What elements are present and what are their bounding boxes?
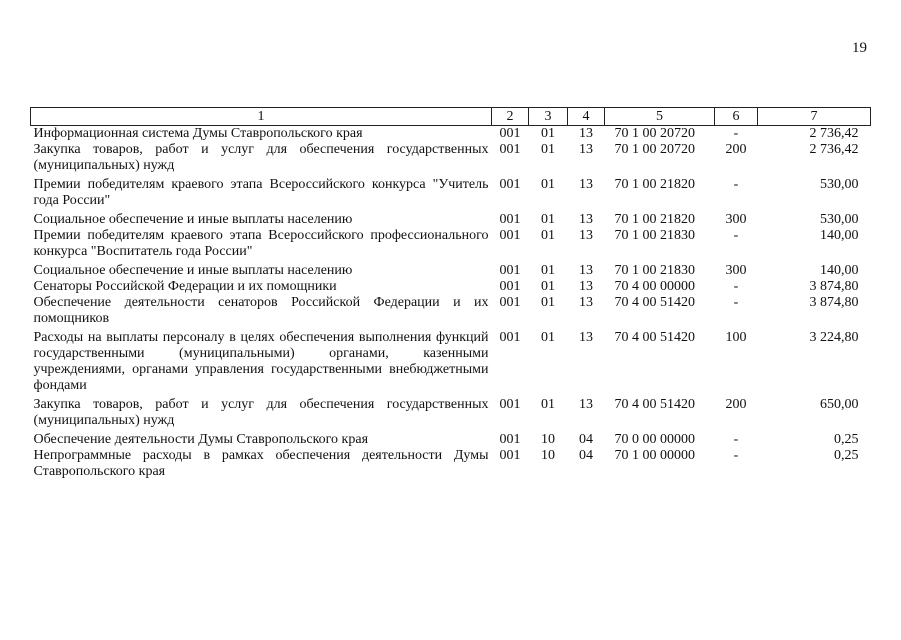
row-admin-code: 001 — [499, 448, 521, 463]
row-name: Расходы на выплаты персоналу в целях обеспечения выполнения функций государственными (муниципальными) органами, казенными учреждениями, органами управления государственными внебюджетными фондами — [33, 330, 489, 393]
header-col-7: 7 — [758, 108, 871, 126]
row-expense-type: - — [733, 228, 739, 243]
row-admin-code: 001 — [499, 279, 521, 294]
header-col-6: 6 — [715, 108, 758, 126]
row-target-article: 70 1 00 21830 — [614, 263, 695, 278]
row-admin-code: 001 — [499, 330, 521, 345]
row-expense-type: 200 — [725, 397, 747, 412]
header-col-1: 1 — [31, 108, 492, 126]
table-row — [31, 327, 871, 394]
row-name: Информационная система Думы Ставропольского края — [33, 126, 363, 141]
header-col-5: 5 — [605, 108, 715, 126]
row-subsection: 13 — [579, 279, 593, 294]
row-section: 01 — [541, 228, 555, 243]
header-col-3: 3 — [529, 108, 568, 126]
row-section: 10 — [541, 448, 555, 463]
row-admin-code: 001 — [499, 228, 521, 243]
row-name: Сенаторы Российской Федерации и их помощники — [33, 279, 337, 294]
row-amount: 140,00 — [820, 263, 859, 278]
row-section: 01 — [541, 263, 555, 278]
table-row — [31, 448, 871, 480]
table-row — [31, 142, 871, 174]
row-section: 01 — [541, 126, 555, 141]
row-admin-code: 001 — [499, 263, 521, 278]
table-row — [31, 260, 871, 279]
row-section: 01 — [541, 212, 555, 227]
row-section: 01 — [541, 279, 555, 294]
row-section: 01 — [541, 397, 555, 412]
row-amount: 3 874,80 — [809, 279, 859, 294]
row-name: Социальное обеспечение и иные выплаты населению — [33, 212, 353, 227]
row-target-article: 70 1 00 21820 — [614, 212, 695, 227]
table-row — [31, 126, 871, 143]
row-target-article: 70 4 00 00000 — [614, 279, 695, 294]
row-expense-type: - — [733, 295, 739, 310]
row-subsection: 13 — [579, 263, 593, 278]
row-admin-code: 001 — [499, 432, 521, 447]
budget-table — [30, 107, 871, 480]
row-subsection: 13 — [579, 212, 593, 227]
row-target-article: 70 4 00 51420 — [614, 397, 695, 412]
row-amount: 140,00 — [820, 228, 859, 243]
table-row — [31, 279, 871, 295]
row-target-article: 70 1 00 00000 — [614, 448, 695, 463]
row-expense-type: - — [733, 448, 739, 463]
row-subsection: 13 — [579, 397, 593, 412]
row-amount: 530,00 — [820, 212, 859, 227]
table-row — [31, 295, 871, 327]
row-amount: 530,00 — [820, 177, 859, 192]
row-expense-type: 300 — [725, 212, 747, 227]
table-row — [31, 209, 871, 228]
row-subsection: 04 — [579, 432, 593, 447]
row-name: Закупка товаров, работ и услуг для обеспечения государственных (муниципальных) нужд — [33, 142, 489, 173]
row-amount: 2 736,42 — [809, 142, 859, 157]
row-section: 10 — [541, 432, 555, 447]
page-number: 19 — [852, 40, 867, 56]
row-admin-code: 001 — [499, 397, 521, 412]
row-name: Обеспечение деятельности сенаторов Российской Федерации и их помощников — [33, 295, 489, 326]
row-name: Социальное обеспечение и иные выплаты населению — [33, 263, 353, 278]
row-admin-code: 001 — [499, 126, 521, 141]
row-target-article: 70 4 00 51420 — [614, 330, 695, 345]
table-row — [31, 394, 871, 429]
row-expense-type: 100 — [725, 330, 747, 345]
row-section: 01 — [541, 177, 555, 192]
row-amount: 0,25 — [834, 448, 859, 463]
row-expense-type: - — [733, 432, 739, 447]
row-subsection: 13 — [579, 177, 593, 192]
header-row — [31, 108, 871, 126]
row-target-article: 70 1 00 20720 — [614, 142, 695, 157]
row-name: Премии победителям краевого этапа Всероссийского конкурса "Учитель года России" — [33, 177, 489, 208]
row-target-article: 70 1 00 21830 — [614, 228, 695, 243]
row-amount: 3 874,80 — [809, 295, 859, 310]
row-expense-type: 300 — [725, 263, 747, 278]
row-name: Закупка товаров, работ и услуг для обеспечения государственных (муниципальных) нужд — [33, 397, 489, 428]
row-expense-type: - — [733, 279, 739, 294]
row-name: Обеспечение деятельности Думы Ставропольского края — [33, 432, 369, 447]
row-section: 01 — [541, 142, 555, 157]
table-row — [31, 174, 871, 209]
table-row — [31, 228, 871, 260]
row-amount: 3 224,80 — [809, 330, 859, 345]
row-section: 01 — [541, 330, 555, 345]
row-target-article: 70 1 00 20720 — [614, 126, 695, 141]
row-subsection: 13 — [579, 126, 593, 141]
row-target-article: 70 1 00 21820 — [614, 177, 695, 192]
row-expense-type: 200 — [725, 142, 747, 157]
row-amount: 650,00 — [820, 397, 859, 412]
row-admin-code: 001 — [499, 142, 521, 157]
row-admin-code: 001 — [499, 295, 521, 310]
row-target-article: 70 4 00 51420 — [614, 295, 695, 310]
row-target-article: 70 0 00 00000 — [614, 432, 695, 447]
header-col-4: 4 — [568, 108, 605, 126]
row-name: Премии победителям краевого этапа Всероссийского профессионального конкурса "Воспитатель года России" — [33, 228, 489, 259]
row-amount: 2 736,42 — [809, 126, 859, 141]
row-expense-type: - — [733, 177, 739, 192]
row-name: Непрограммные расходы в рамках обеспечения деятельности Думы Ставропольского края — [33, 448, 489, 479]
row-subsection: 13 — [579, 228, 593, 243]
row-amount: 0,25 — [834, 432, 859, 447]
row-subsection: 13 — [579, 295, 593, 310]
header-col-2: 2 — [492, 108, 529, 126]
row-subsection: 04 — [579, 448, 593, 463]
row-section: 01 — [541, 295, 555, 310]
table-row — [31, 429, 871, 448]
row-expense-type: - — [733, 126, 739, 141]
row-admin-code: 001 — [499, 212, 521, 227]
row-admin-code: 001 — [499, 177, 521, 192]
row-subsection: 13 — [579, 330, 593, 345]
row-subsection: 13 — [579, 142, 593, 157]
